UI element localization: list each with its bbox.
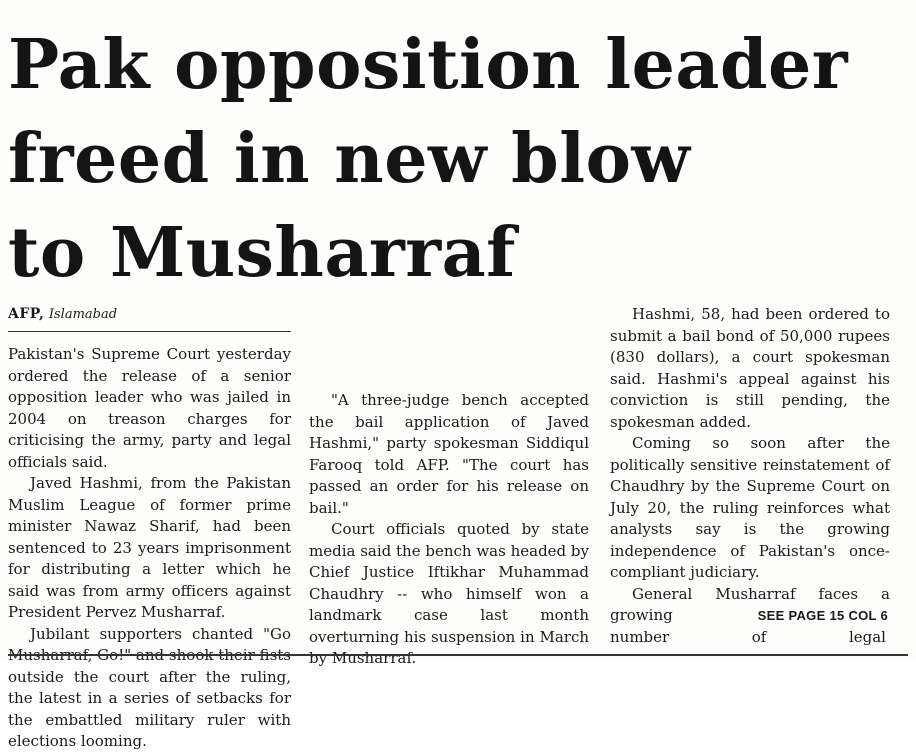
article-paragraph: General Musharraf faces a growing (610, 584, 890, 624)
headline-line-3: to Musharraf (8, 213, 516, 293)
article-paragraph: Pakistan's Supreme Court yesterday ordered the release of a senior opposition leader who was jailed in 2004 on treason charges for criticising the army, party and legal officials said. (8, 345, 291, 471)
article-paragraph: Javed Hashmi, from the Pakistan Muslim League of former prime minister Nawaz Sharif, had been sentenced to 23 years imprisonment for distributing a letter which he said was from army officers against President Pervez Musharraf. (8, 474, 291, 621)
article-last-line (610, 627, 890, 649)
bottom-divider (8, 654, 908, 656)
byline-agency: AFP, (8, 306, 45, 322)
continued-jump-label: SEE PAGE 15 COL 6 (757, 608, 888, 623)
headline (8, 18, 908, 300)
article-column-2 (309, 304, 589, 670)
byline-place: Islamabad (48, 307, 118, 322)
article-paragraph: Jubilant supporters chanted "Go Musharraf, Go!" and shook their fists outside the court after the ruling, the latest in a series of setbacks for the embattled military ruler with elections looming. (8, 624, 291, 750)
headline-line-1: Pak opposition leader (8, 25, 849, 105)
headline-line-2: freed in new blow (8, 119, 691, 199)
article-column-1 (8, 304, 291, 753)
article-paragraph: Court officials quoted by state media said the bench was headed by Chief Justice Iftikhar Muhammad Chaudhry -- who himself won a landmark case last month overturning his suspension in March by Musharraf. (309, 520, 589, 667)
article-column-3 (610, 304, 890, 648)
last-line-word: of (751, 627, 767, 646)
last-line-word: legal (848, 627, 886, 646)
article-paragraph: Hashmi, 58, had been ordered to submit a bail bond of 50,000 rupees (830 dollars), a court spokesman said. Hashmi's appeal against his conviction is still pending, the spokesman added. (610, 305, 890, 431)
article-paragraph: Coming so soon after the politically sensitive reinstatement of Chaudhry by the Supreme Court on July 20, the ruling reinforces what analysts say is the growing independence of Pakistan's once-compliant judiciary. (610, 434, 890, 581)
article-paragraph: "A three-judge bench accepted the bail application of Javed Hashmi," party spokesman Siddiqul Farooq told AFP. "The court has passed an order for his release on bail." (309, 391, 589, 517)
last-line-word: number (610, 627, 670, 646)
